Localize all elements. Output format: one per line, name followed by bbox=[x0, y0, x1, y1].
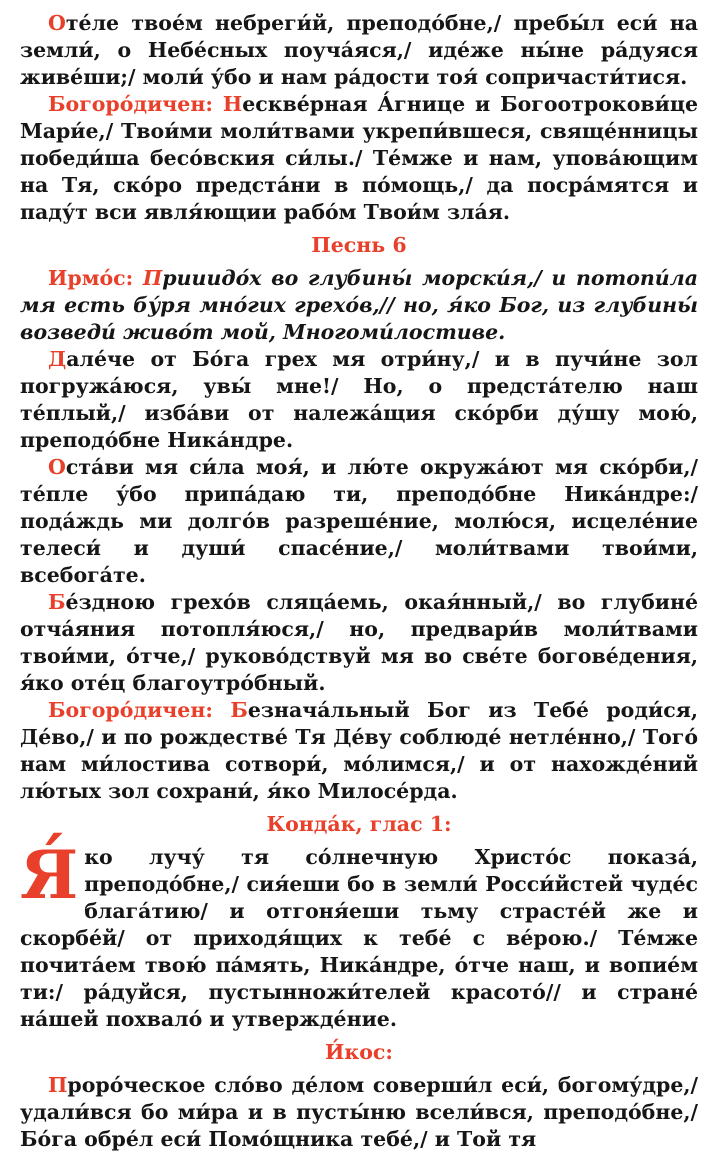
verse-irmos bbox=[20, 265, 698, 346]
section-heading-ode-6: Песнь 6 bbox=[311, 233, 407, 257]
initial-letter: О bbox=[48, 455, 66, 479]
verse-label: Богоро́дичен: bbox=[48, 698, 213, 722]
verse-text: рииидо́х во глубины́ морски́я,/ и потопи́ла мя есть бу́ря мно́гих грехо́в,// но, я́ко Бог, из глубины́ возведи́ живо́т мой, Многоми́лостиве. bbox=[20, 266, 698, 344]
initial-letter: П bbox=[48, 1073, 68, 1097]
verse-text: е́здною грехо́в сляца́емь, окая́нный,/ во глубине́ отча́яния потопля́юся,/ но, предвари́в моли́твами твои́ми, о́тче,/ руково́дствуй мя во све́те богове́дения, я́ко оте́ц благоутро́бный. bbox=[20, 590, 698, 695]
verse-text: ескве́рная А́гнице и Богоотрокови́це Мари́е,/ Твои́ми моли́твами укрепи́вшеся, свяще́нницы победи́ша бесо́вския си́лы./ Те́мже и нам, упова́ющим на Тя, ско́ро предста́ни в по́мощь,/ да посра́мятся и паду́т вси явля́ющии рабо́м Твои́м зла́я. bbox=[20, 92, 699, 224]
verse-text: ста́ви мя си́ла моя́, и лю́те окружа́ют мя ско́рби,/ те́пле у́бо припа́даю ти, преподо́бне Ника́ндре:/ пода́ждь ми долго́в разреше́ние, молю́ся, исцеле́ние телеси́ и души́ спасе́ние,/ моли́твами твои́ми, всебога́те. bbox=[20, 455, 698, 587]
verse-troparion-3 bbox=[20, 589, 698, 697]
initial-letter: П bbox=[142, 266, 163, 290]
initial-letter: Б bbox=[230, 698, 248, 722]
initial-letter: Б bbox=[48, 590, 66, 614]
verse-kontakion bbox=[20, 836, 698, 1033]
verse-troparion-1 bbox=[20, 346, 698, 454]
verse-text: езнача́льный Бог из Тебе́ роди́ся, Де́во,/ и по рождестве́ Тя Де́ву соблюде́ нетле́нно,/ Того́ нам ми́лостива сотвори́, мо́лимся,/ и от нахожде́ний лю́тых зол сохрани́, я́ко Милосе́рда. bbox=[20, 698, 698, 803]
verse-label: Ирмо́с: bbox=[48, 266, 134, 290]
verse-text: те́ле твое́м небреги́й, преподо́бне,/ пребы́л еси́ на земли́, о Небе́сных поуча́яся,/ иде́же ны́не ра́дуяся живе́ши;/ моли́ у́бо и нам ра́дости тоя́ сопричасти́тися. bbox=[20, 11, 698, 89]
verse-prayer bbox=[20, 10, 698, 91]
verse-troparion-2 bbox=[20, 454, 698, 589]
verse-label: Богоро́дичен: bbox=[48, 92, 213, 116]
initial-letter: Н bbox=[222, 92, 243, 116]
section-heading-kontakion: Конда́к, глас 1: bbox=[266, 812, 452, 836]
initial-letter: О bbox=[48, 11, 66, 35]
verse-theotokion bbox=[20, 91, 698, 226]
verse-theotokion-2 bbox=[20, 697, 698, 805]
verse-text: але́че от Бо́га грех мя отри́ну,/ и в пучи́не зол погружа́юся, увы́ мне!/ Но, о предста́телю наш те́плый,/ изба́ви от належа́щия ско́рби ду́шу мою́, преподо́бне Ника́ндре. bbox=[20, 347, 698, 452]
initial-letter: Д bbox=[48, 347, 67, 371]
verse-ikos bbox=[20, 1072, 698, 1153]
drop-cap: Я́ bbox=[20, 836, 79, 914]
verse-text: роро́ческое сло́во де́лом соверши́л еси́, богому́дре,/ удали́вся бо ми́ра и в пусты́ню всели́вся, преподо́бне,/ Бо́га обре́л еси́ Помо́щника тебе́,/ и Той тя bbox=[20, 1073, 698, 1151]
section-heading-ikos: И́кос: bbox=[325, 1040, 393, 1064]
verse-text: ко лучу́ тя со́лнечную Христо́с показа́, преподо́бне,/ сия́еши бо в земли́ Росси́йстей чуде́с блага́тию/ и отгоня́еши тьму страсте́й же и скорбе́й/ от приходя́щих к тебе́ с ве́рою./ Те́мже почита́ем твою́ па́мять, Ника́ндре, о́тче наш, и вопие́м ти:/ ра́дуйся, пустынножи́телей красото́// и стране́ на́шей похвало́ и утвержде́ние. bbox=[20, 845, 698, 1031]
